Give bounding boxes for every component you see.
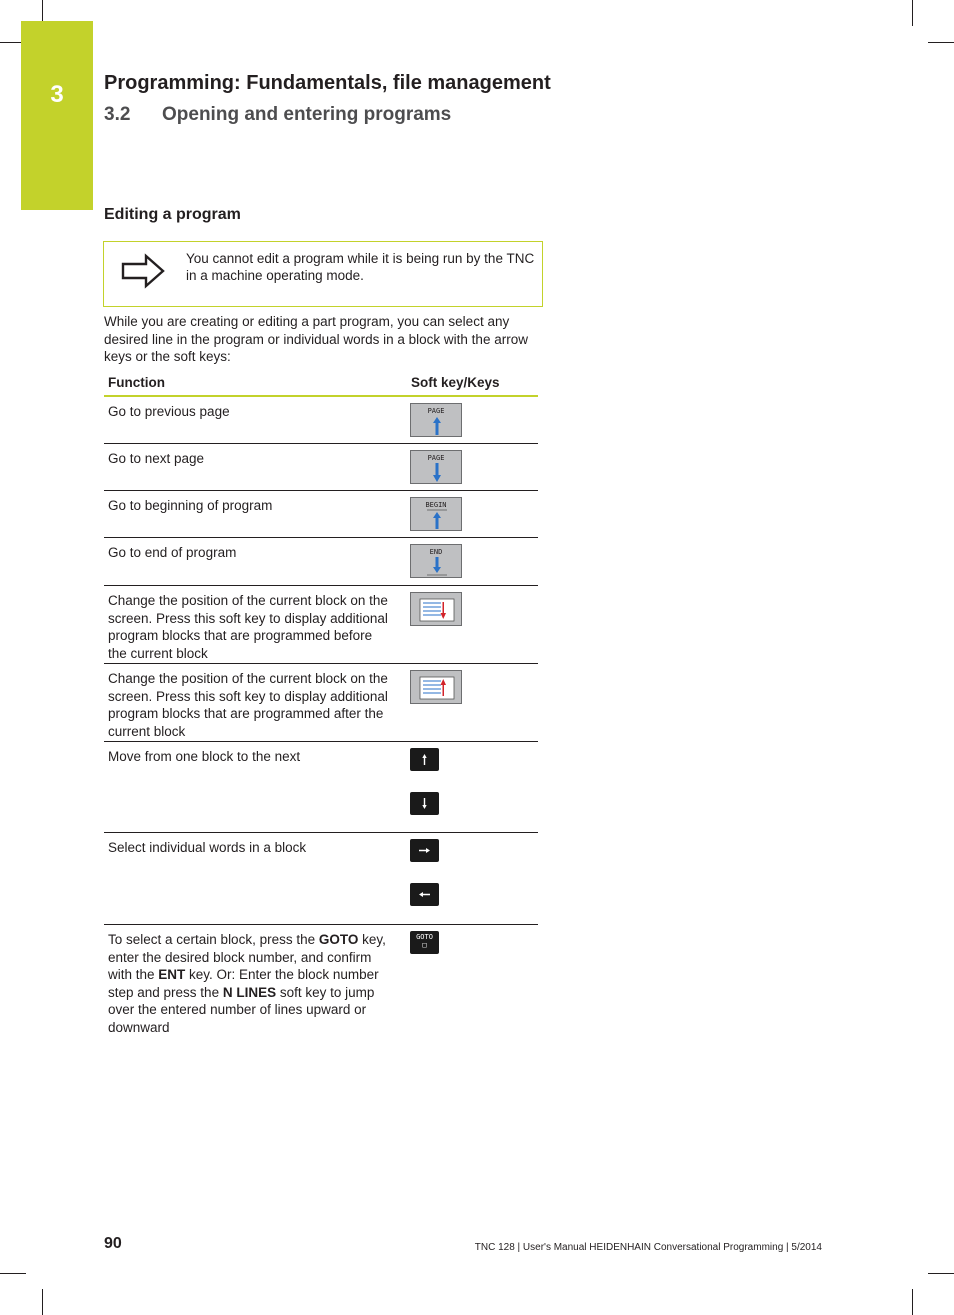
arrow-left-key[interactable]	[410, 883, 439, 906]
footer-text: TNC 128 | User's Manual HEIDENHAIN Conversational Programming | 5/2014	[474, 1242, 822, 1253]
function-text: Move from one block to the next	[108, 749, 301, 764]
square-icon: □	[422, 941, 427, 949]
text-run: key, enter the desired block number, and confirm with the	[108, 932, 386, 982]
header-keys: Soft key/Keys	[411, 375, 500, 390]
function-text	[108, 931, 394, 1036]
arrow-down-icon	[411, 545, 463, 579]
softkey-label: BEGIN	[425, 501, 447, 509]
scroll-blocks-up-softkey[interactable]	[410, 670, 462, 704]
softkey-label: PAGE	[427, 407, 445, 415]
table-header	[104, 373, 538, 397]
function-text: Select individual words in a block	[108, 840, 307, 855]
crop-mark	[912, 0, 913, 26]
table-row	[104, 925, 538, 1043]
function-text: Change the position of the current block on the screen. Press this soft key to display additional program blocks that are programmed before the current block	[108, 593, 388, 661]
page-number: 90	[104, 1235, 122, 1252]
arrow-up-key[interactable]	[410, 748, 439, 771]
arrow-left-key-icon	[410, 883, 439, 906]
goto-key-label: GOTO □	[416, 933, 433, 949]
header-function: Function	[108, 375, 165, 390]
arrow-up-icon	[411, 404, 463, 438]
section-header-title: Opening and entering programs	[162, 104, 452, 125]
text-run: To select a certain block, press the	[108, 932, 319, 947]
table-row	[104, 833, 538, 925]
section-number: 3.2	[104, 104, 131, 125]
subsection-title: Editing a program	[104, 206, 241, 223]
chapter-tab	[21, 21, 93, 210]
section-header	[104, 104, 451, 126]
crop-mark	[928, 1273, 954, 1274]
arrow-down-key-icon	[410, 792, 439, 815]
table-row	[104, 742, 538, 833]
n-lines-softkey-name: N LINES	[222, 984, 277, 1000]
chapter-title: Programming: Fundamentals, file management	[104, 72, 551, 94]
arrow-right-icon	[120, 253, 166, 289]
crop-mark	[928, 42, 954, 43]
chapter-number: 3	[50, 81, 64, 108]
ent-key-name: ENT	[158, 967, 186, 982]
crop-mark	[912, 1289, 913, 1315]
function-text: Go to next page	[108, 451, 205, 466]
goto-key[interactable]	[410, 931, 439, 954]
function-text: Go to previous page	[108, 404, 230, 419]
table-row	[104, 491, 538, 538]
text-run: key. Or: Enter the block number step and press the	[108, 967, 379, 1000]
intro-paragraph: While you are creating or editing a part program, you can select any desired line in the program or individual words in a block with the arrow keys or the soft keys:	[104, 314, 528, 364]
scroll-blocks-down-softkey[interactable]	[410, 592, 462, 626]
arrow-up-icon	[411, 498, 463, 532]
softkey-label: END	[429, 548, 443, 556]
table-row	[104, 444, 538, 491]
arrow-right-key-icon	[410, 839, 439, 862]
arrow-down-icon	[411, 451, 463, 485]
table-row	[104, 397, 538, 444]
page-up-softkey[interactable]	[410, 403, 462, 437]
begin-softkey[interactable]	[410, 497, 462, 531]
crop-mark	[0, 1273, 26, 1274]
function-text: Change the position of the current block on the screen. Press this soft key to display additional program blocks that are programmed after the current block	[108, 671, 388, 739]
arrow-up-key-icon	[410, 748, 439, 771]
table-row	[104, 538, 538, 586]
goto-key-name: GOTO	[318, 932, 359, 947]
note-box	[103, 241, 543, 307]
crop-mark	[42, 1289, 43, 1315]
text-run: soft key to jump over the entered number of lines upward or downward	[108, 984, 375, 1035]
note-text: You cannot edit a program while it is being run by the TNC in a machine operating mode.	[186, 251, 535, 283]
page-down-softkey[interactable]	[410, 450, 462, 484]
block-list-up-icon	[411, 671, 463, 705]
function-table	[104, 373, 538, 1043]
table-row	[104, 664, 538, 742]
function-text: Go to end of program	[108, 545, 237, 560]
end-softkey[interactable]	[410, 544, 462, 578]
softkey-label: PAGE	[427, 454, 445, 462]
arrow-down-key[interactable]	[410, 792, 439, 815]
block-list-down-icon	[411, 593, 463, 627]
table-row	[104, 586, 538, 664]
arrow-right-key[interactable]	[410, 839, 439, 862]
function-text: Go to beginning of program	[108, 498, 273, 513]
